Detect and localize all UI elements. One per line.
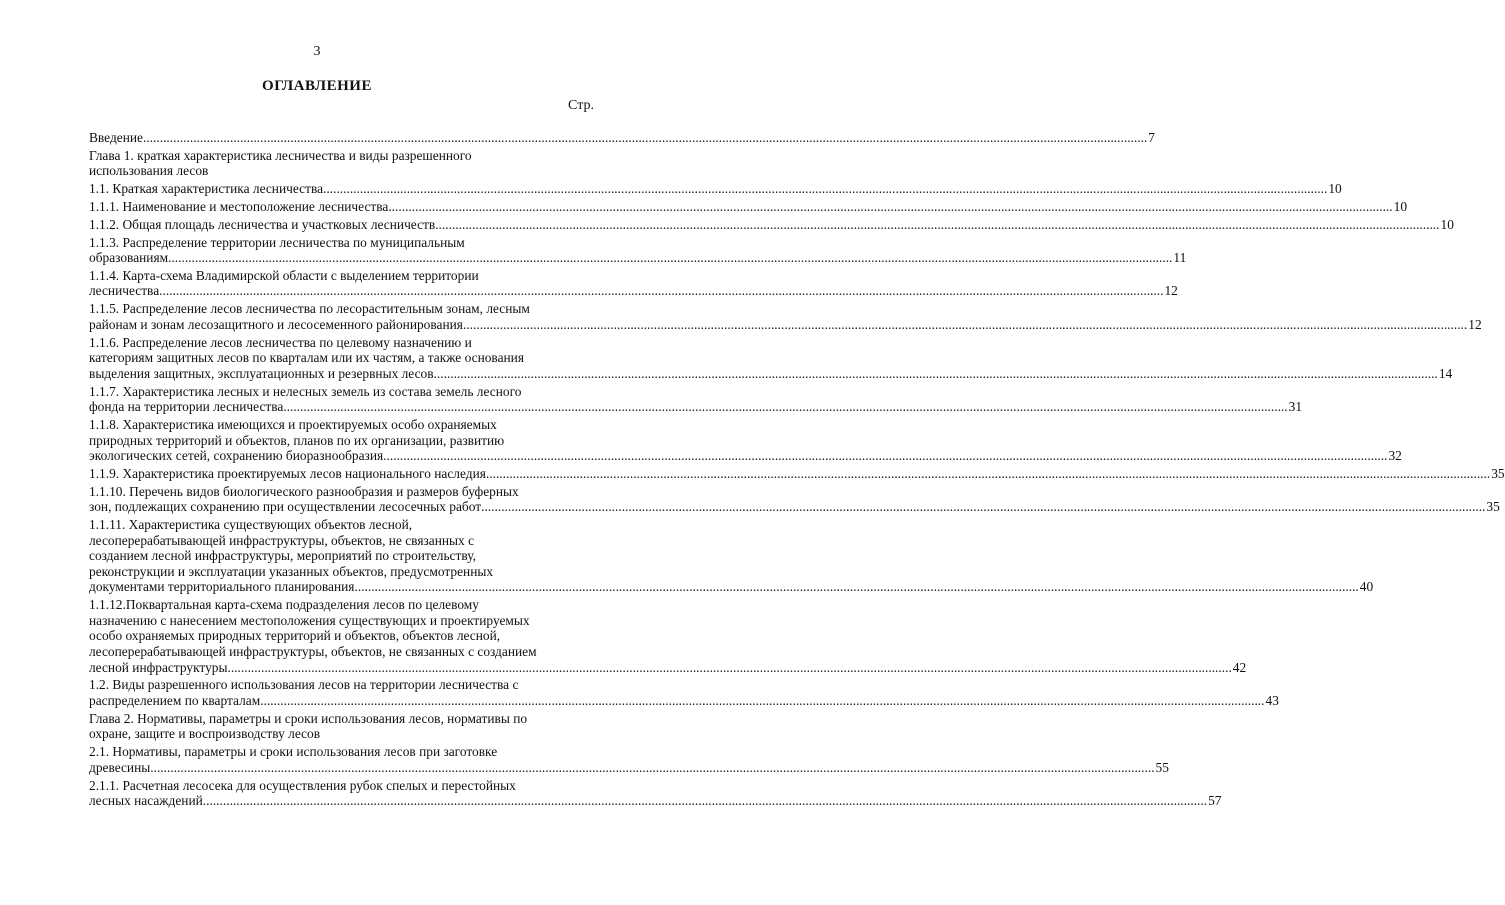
dot-leader: ............................................................................................................................................................................................................................................................................................................ xyxy=(260,693,1265,708)
dot-leader: ............................................................................................................................................................................................................................................................................................................ xyxy=(481,499,1486,515)
toc-entry xyxy=(89,130,1155,146)
toc-entry-text: фонда на территории лесничества xyxy=(89,399,284,415)
dot-leader: ............................................................................................................................................................................................................................................................................................................ xyxy=(202,793,1208,809)
toc-entry-text: 1.2. Виды разрешенного использования лесов на территории лесничества с xyxy=(89,677,519,693)
toc-entry-text: лесных насаждений xyxy=(89,793,203,809)
dot-leader: ............................................................................................................................................................................................................................................................................................................ xyxy=(227,659,1232,675)
toc-entry xyxy=(89,416,1402,464)
toc-entry-text: 1.1.6. Распределение лесов лесничества по целевому назначению и xyxy=(89,334,472,350)
toc-entry xyxy=(89,383,1303,415)
page-column-label: Стр. xyxy=(568,98,594,113)
page-title: ОГЛАВЛЕНИЕ xyxy=(262,78,372,94)
dot-leader: ............................................................................................................................................................................................................................................................................................................ xyxy=(485,465,1491,481)
toc-entry-text: использования лесов xyxy=(89,163,209,179)
toc-entry-text: реконструкции и эксплуатации указанных объектов, предусмотренных xyxy=(89,563,494,579)
toc-entry-text: назначению с нанесением местоположения существующих и проектируемых xyxy=(89,612,530,628)
toc-entry-text: 1.1.12.Поквартальная карта-схема подразделения лесов по целевому xyxy=(89,597,479,613)
toc-entry-text: Глава 2. Нормативы, параметры и сроки использования лесов, нормативы по xyxy=(89,710,528,726)
toc-entry-text: лесоперерабатывающей инфраструктуры, объектов, не связанных с созданием xyxy=(89,644,537,660)
toc-entry-text: 1.1.4. Карта-схема Владимирской области с выделением территории xyxy=(89,267,479,283)
toc-entry-text: 1.1.9. Характеристика проектируемых лесов национального наследия xyxy=(89,465,486,481)
dot-leader: ............................................................................................................................................................................................................................................................................................................ xyxy=(159,283,1164,299)
toc-entry-text: выделения защитных, эксплуатационных и резервных лесов xyxy=(89,365,434,381)
toc-page-number: 7 xyxy=(1148,130,1155,145)
dot-leader: ............................................................................................................................................................................................................................................................................................................ xyxy=(383,448,1388,464)
toc-entry xyxy=(89,777,1222,809)
toc-page-number: 11 xyxy=(1173,250,1187,266)
toc-entry-text: Введение xyxy=(89,130,143,145)
toc-entry-text: 1.1.5. Распределение лесов лесничества по лесорастительным зонам, лесным xyxy=(89,301,530,317)
toc-entry-text: районам и зонам лесозащитного и лесосеменного районирования xyxy=(89,316,463,332)
toc-page-number: 43 xyxy=(1265,693,1279,708)
toc-entry-text: созданием лесной инфраструктуры, мероприятий по строительству, xyxy=(89,548,476,564)
toc-entry-text: 1.1.7. Характеристика лесных и нелесных земель из состава земель лесного xyxy=(89,383,522,399)
dot-leader: ............................................................................................................................................................................................................................................................................................................ xyxy=(354,579,1359,595)
toc-entry xyxy=(89,465,1505,482)
table-of-contents xyxy=(89,130,1505,811)
toc-entry-text: особо охраняемых природных территорий и объектов, объектов лесной, xyxy=(89,628,501,644)
toc-entry-text: Глава 1. краткая характеристика лесничества и виды разрешенного xyxy=(89,147,472,163)
toc-entry-text: образованиям xyxy=(89,250,169,266)
toc-page-number: 12 xyxy=(1164,283,1178,299)
toc-entry xyxy=(89,711,587,742)
toc-entry xyxy=(89,744,1169,775)
toc-entry xyxy=(89,148,587,179)
toc-page-number: 42 xyxy=(1232,659,1247,675)
dot-leader: ............................................................................................................................................................................................................................................................................................................ xyxy=(435,216,1440,232)
toc-entry xyxy=(89,677,1279,708)
toc-entry-text: лесоперерабатывающей инфраструктуры, объектов, не связанных с xyxy=(89,532,475,548)
dot-leader: ............................................................................................................................................................................................................................................................................................................ xyxy=(433,365,1438,381)
dot-leader: ............................................................................................................................................................................................................................................................................................................ xyxy=(150,759,1155,775)
toc-entry-text: 1.1. Краткая характеристика лесничества xyxy=(89,181,324,197)
toc-entry xyxy=(89,181,1342,197)
toc-page-number: 35 xyxy=(1486,499,1500,515)
toc-page-number: 35 xyxy=(1491,465,1505,481)
dot-leader: ............................................................................................................................................................................................................................................................................................................ xyxy=(142,130,1148,145)
page-number: 3 xyxy=(313,44,321,59)
toc-entry-text: лесной инфраструктуры xyxy=(89,659,228,675)
toc-entry xyxy=(89,198,1408,215)
toc-entry-text: 2.1.1. Расчетная лесосека для осуществления рубок спелых и перестойных xyxy=(89,777,516,793)
toc-page-number: 57 xyxy=(1208,793,1222,809)
dot-leader: ............................................................................................................................................................................................................................................................................................................ xyxy=(462,316,1468,332)
toc-page-number: 10 xyxy=(1393,198,1408,214)
toc-page-number: 10 xyxy=(1440,216,1454,232)
toc-page-number: 14 xyxy=(1438,365,1453,381)
toc-entry xyxy=(89,301,1482,332)
dot-leader: ............................................................................................................................................................................................................................................................................................................ xyxy=(283,399,1288,415)
toc-entry-text: 1.1.8. Характеристика имеющихся и проектируемых особо охраняемых xyxy=(89,416,497,432)
toc-page-number: 55 xyxy=(1155,759,1169,775)
toc-entry-text: 1.1.3. Распределение территории лесничества по муниципальным xyxy=(89,234,465,250)
toc-entry-text: лесничества xyxy=(89,283,160,299)
toc-entry xyxy=(89,267,1178,299)
toc-entry-text: 1.1.2. Общая площадь лесничества и участковых лесничеств xyxy=(89,216,436,232)
toc-page-number: 32 xyxy=(1388,448,1402,464)
toc-entry-text: документами территориального планирования xyxy=(89,579,355,595)
toc-entry-text: экологических сетей, сохранению биоразнообразия xyxy=(89,448,384,464)
toc-entry-text: категориям защитных лесов по кварталам или их частям, а также основания xyxy=(89,350,525,366)
toc-entry xyxy=(89,234,1187,266)
toc-entry-text: зон, подлежащих сохранению при осуществлении лесосечных работ xyxy=(89,499,482,515)
toc-entry-text: 1.1.11. Характеристика существующих объектов лесной, xyxy=(89,517,413,533)
toc-entry-text: 1.1.10. Перечень видов биологического разнообразия и размеров буферных xyxy=(89,483,519,499)
dot-leader: ............................................................................................................................................................................................................................................................................................................ xyxy=(168,250,1173,266)
toc-page-number: 12 xyxy=(1468,316,1482,332)
dot-leader: ............................................................................................................................................................................................................................................................................................................ xyxy=(388,198,1393,214)
toc-entry-text: древесины xyxy=(89,759,151,775)
toc-entry xyxy=(89,216,1454,233)
dot-leader: ............................................................................................................................................................................................................................................................................................................ xyxy=(323,181,1328,197)
toc-entry-text: охране, защите и воспроизводству лесов xyxy=(89,726,321,742)
toc-entry xyxy=(89,483,1500,515)
toc-entry xyxy=(89,597,1247,675)
toc-page-number: 10 xyxy=(1328,181,1342,197)
toc-entry-text: 1.1.1. Наименование и местоположение лесничества xyxy=(89,198,389,214)
toc-entry xyxy=(89,334,1453,382)
toc-entry-text: распределением по кварталам xyxy=(89,693,261,708)
toc-entry-text: 2.1. Нормативы, параметры и сроки использования лесов при заготовке xyxy=(89,744,498,760)
toc-entry-text: природных территорий и объектов, планов по их организации, развитию xyxy=(89,432,505,448)
toc-page-number: 40 xyxy=(1359,579,1374,595)
toc-page-number: 31 xyxy=(1288,399,1303,415)
toc-entry xyxy=(89,517,1374,595)
